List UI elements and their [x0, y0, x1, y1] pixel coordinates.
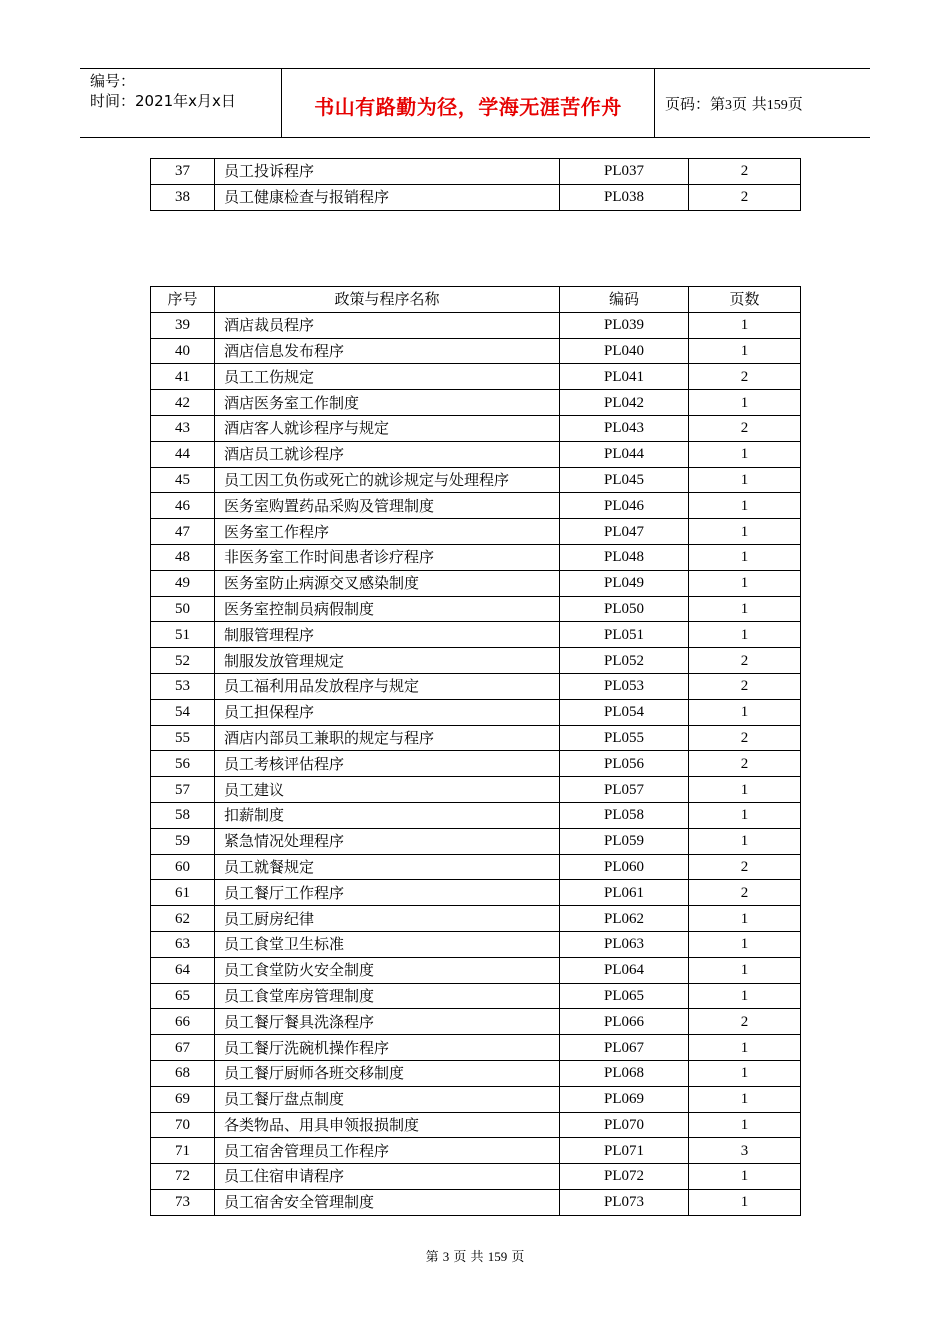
row-number: 45 — [151, 467, 215, 493]
row-number: 43 — [151, 415, 215, 441]
page-prefix: 页码：第 — [665, 95, 726, 113]
header-page-indicator — [665, 93, 803, 114]
row-page-count: 2 — [689, 854, 801, 880]
row-number: 48 — [151, 544, 215, 570]
footer-mid: 页 共 — [453, 1250, 484, 1265]
row-number: 46 — [151, 493, 215, 519]
table-row — [151, 159, 801, 185]
row-policy-name: 员工工伤规定 — [215, 364, 560, 390]
row-code: PL064 — [560, 957, 689, 983]
row-page-count: 1 — [689, 493, 801, 519]
table1-body — [151, 159, 801, 211]
row-page-count: 1 — [689, 338, 801, 364]
row-code: PL058 — [560, 802, 689, 828]
row-code: PL073 — [560, 1189, 689, 1215]
row-number: 54 — [151, 699, 215, 725]
row-number: 64 — [151, 957, 215, 983]
table-row — [151, 725, 801, 751]
row-code: PL060 — [560, 854, 689, 880]
doc-code-label: 编号： — [90, 72, 136, 90]
row-number: 53 — [151, 673, 215, 699]
row-code: PL046 — [560, 493, 689, 519]
table-row — [151, 390, 801, 416]
row-number: 67 — [151, 1035, 215, 1061]
footer-current: 3 — [442, 1249, 450, 1264]
row-policy-name: 制服发放管理规定 — [215, 648, 560, 674]
table-row — [151, 1189, 801, 1215]
row-code: PL057 — [560, 777, 689, 803]
row-page-count: 2 — [689, 184, 801, 210]
table-header-row — [151, 287, 801, 313]
row-code: PL044 — [560, 441, 689, 467]
row-code: PL053 — [560, 673, 689, 699]
header-no: 序号 — [151, 287, 215, 313]
row-policy-name: 员工餐厅盘点制度 — [215, 1086, 560, 1112]
row-number: 72 — [151, 1164, 215, 1190]
table-row — [151, 931, 801, 957]
row-page-count: 2 — [689, 364, 801, 390]
doc-time-label: 时间：2021年x月x日 — [90, 92, 236, 110]
row-policy-name: 员工餐厅洗碗机操作程序 — [215, 1035, 560, 1061]
row-page-count: 1 — [689, 906, 801, 932]
row-number: 51 — [151, 622, 215, 648]
row-page-count: 1 — [689, 1189, 801, 1215]
row-code: PL072 — [560, 1164, 689, 1190]
row-policy-name: 医务室控制员病假制度 — [215, 596, 560, 622]
table-row — [151, 699, 801, 725]
header-meta — [90, 71, 236, 111]
row-number: 63 — [151, 931, 215, 957]
table-row — [151, 777, 801, 803]
row-number: 65 — [151, 983, 215, 1009]
row-page-count: 1 — [689, 1164, 801, 1190]
row-page-count: 1 — [689, 1035, 801, 1061]
row-code: PL070 — [560, 1112, 689, 1138]
table-row — [151, 184, 801, 210]
row-policy-name: 员工食堂卫生标准 — [215, 931, 560, 957]
row-page-count: 2 — [689, 673, 801, 699]
table-row — [151, 802, 801, 828]
row-code: PL050 — [560, 596, 689, 622]
table-row — [151, 1086, 801, 1112]
row-page-count: 1 — [689, 1060, 801, 1086]
row-code: PL045 — [560, 467, 689, 493]
row-policy-name: 员工因工负伤或死亡的就诊规定与处理程序 — [215, 467, 560, 493]
row-number: 57 — [151, 777, 215, 803]
row-policy-name: 医务室工作程序 — [215, 519, 560, 545]
table-row — [151, 596, 801, 622]
row-policy-name: 各类物品、用具申领报损制度 — [215, 1112, 560, 1138]
row-code: PL039 — [560, 312, 689, 338]
row-policy-name: 医务室防止病源交叉感染制度 — [215, 570, 560, 596]
row-code: PL055 — [560, 725, 689, 751]
row-policy-name: 员工食堂库房管理制度 — [215, 983, 560, 1009]
row-code: PL061 — [560, 880, 689, 906]
row-page-count: 2 — [689, 1009, 801, 1035]
header-name: 政策与程序名称 — [215, 287, 560, 313]
row-policy-name: 员工住宿申请程序 — [215, 1164, 560, 1190]
row-code: PL048 — [560, 544, 689, 570]
row-policy-name: 紧急情况处理程序 — [215, 828, 560, 854]
row-page-count: 1 — [689, 441, 801, 467]
header-divider — [654, 69, 655, 137]
table-row — [151, 622, 801, 648]
row-code: PL069 — [560, 1086, 689, 1112]
row-number: 62 — [151, 906, 215, 932]
row-number: 66 — [151, 1009, 215, 1035]
header-pages: 页数 — [689, 287, 801, 313]
row-code: PL062 — [560, 906, 689, 932]
row-page-count: 1 — [689, 570, 801, 596]
row-policy-name: 员工担保程序 — [215, 699, 560, 725]
row-page-count: 3 — [689, 1138, 801, 1164]
table-row — [151, 880, 801, 906]
row-policy-name: 员工建议 — [215, 777, 560, 803]
page-current: 3 — [725, 98, 733, 113]
row-policy-name: 酒店医务室工作制度 — [215, 390, 560, 416]
row-code: PL052 — [560, 648, 689, 674]
row-code: PL042 — [560, 390, 689, 416]
row-code: PL065 — [560, 983, 689, 1009]
row-code: PL047 — [560, 519, 689, 545]
row-policy-name: 医务室购置药品采购及管理制度 — [215, 493, 560, 519]
table-row — [151, 1164, 801, 1190]
row-number: 42 — [151, 390, 215, 416]
row-policy-name: 员工投诉程序 — [215, 159, 560, 185]
row-policy-name: 员工餐厅餐具洗涤程序 — [215, 1009, 560, 1035]
row-number: 59 — [151, 828, 215, 854]
page-suffix: 页 — [787, 95, 803, 113]
row-number: 71 — [151, 1138, 215, 1164]
policy-table — [150, 286, 801, 1216]
row-policy-name: 员工考核评估程序 — [215, 751, 560, 777]
row-page-count: 2 — [689, 159, 801, 185]
row-policy-name: 酒店内部员工兼职的规定与程序 — [215, 725, 560, 751]
row-number: 61 — [151, 880, 215, 906]
row-code: PL041 — [560, 364, 689, 390]
row-code: PL059 — [560, 828, 689, 854]
table-row — [151, 441, 801, 467]
page-mid: 页 共 — [732, 95, 767, 113]
row-number: 56 — [151, 751, 215, 777]
table-row — [151, 467, 801, 493]
row-page-count: 1 — [689, 1112, 801, 1138]
row-page-count: 1 — [689, 777, 801, 803]
table-row — [151, 1009, 801, 1035]
table-row — [151, 364, 801, 390]
row-code: PL043 — [560, 415, 689, 441]
row-policy-name: 员工就餐规定 — [215, 854, 560, 880]
page-footer — [0, 1246, 950, 1265]
row-policy-name: 员工餐厅工作程序 — [215, 880, 560, 906]
row-page-count: 1 — [689, 699, 801, 725]
row-code: PL051 — [560, 622, 689, 648]
table-row — [151, 673, 801, 699]
row-policy-name: 员工福利用品发放程序与规定 — [215, 673, 560, 699]
header-code: 编码 — [560, 287, 689, 313]
row-code: PL049 — [560, 570, 689, 596]
row-code: PL038 — [560, 184, 689, 210]
row-page-count: 1 — [689, 312, 801, 338]
table2-body — [151, 312, 801, 1215]
row-number: 55 — [151, 725, 215, 751]
row-code: PL040 — [560, 338, 689, 364]
policy-table-continued — [150, 158, 801, 211]
row-page-count: 1 — [689, 519, 801, 545]
row-policy-name: 酒店客人就诊程序与规定 — [215, 415, 560, 441]
row-page-count: 1 — [689, 983, 801, 1009]
row-page-count: 2 — [689, 880, 801, 906]
table-row — [151, 828, 801, 854]
table-row — [151, 312, 801, 338]
table-row — [151, 854, 801, 880]
row-number: 44 — [151, 441, 215, 467]
row-number: 40 — [151, 338, 215, 364]
row-number: 60 — [151, 854, 215, 880]
table-row — [151, 751, 801, 777]
row-page-count: 2 — [689, 648, 801, 674]
footer-suffix: 页 — [511, 1250, 525, 1265]
row-policy-name: 酒店员工就诊程序 — [215, 441, 560, 467]
row-page-count: 1 — [689, 828, 801, 854]
row-policy-name: 员工健康检查与报销程序 — [215, 184, 560, 210]
table-row — [151, 493, 801, 519]
table-row — [151, 648, 801, 674]
row-policy-name: 非医务室工作时间患者诊疗程序 — [215, 544, 560, 570]
row-number: 38 — [151, 184, 215, 210]
row-code: PL071 — [560, 1138, 689, 1164]
table-row — [151, 1112, 801, 1138]
row-number: 50 — [151, 596, 215, 622]
row-number: 70 — [151, 1112, 215, 1138]
row-policy-name: 员工餐厅厨师各班交移制度 — [215, 1060, 560, 1086]
row-code: PL037 — [560, 159, 689, 185]
row-policy-name: 制服管理程序 — [215, 622, 560, 648]
table-row — [151, 1138, 801, 1164]
row-policy-name: 员工宿舍安全管理制度 — [215, 1189, 560, 1215]
row-page-count: 1 — [689, 544, 801, 570]
row-page-count: 1 — [689, 802, 801, 828]
row-page-count: 1 — [689, 957, 801, 983]
footer-prefix: 第 — [425, 1250, 439, 1265]
table-row — [151, 1035, 801, 1061]
row-policy-name: 酒店裁员程序 — [215, 312, 560, 338]
row-code: PL056 — [560, 751, 689, 777]
row-code: PL068 — [560, 1060, 689, 1086]
row-page-count: 1 — [689, 1086, 801, 1112]
table-row — [151, 957, 801, 983]
page-total: 159 — [766, 98, 788, 113]
row-number: 69 — [151, 1086, 215, 1112]
row-number: 39 — [151, 312, 215, 338]
table-row — [151, 338, 801, 364]
table-row — [151, 1060, 801, 1086]
row-policy-name: 员工厨房纪律 — [215, 906, 560, 932]
footer-total: 159 — [487, 1249, 508, 1264]
row-page-count: 2 — [689, 725, 801, 751]
row-number: 52 — [151, 648, 215, 674]
row-page-count: 2 — [689, 415, 801, 441]
table-row — [151, 906, 801, 932]
table-row — [151, 415, 801, 441]
row-number: 41 — [151, 364, 215, 390]
row-code: PL066 — [560, 1009, 689, 1035]
row-code: PL067 — [560, 1035, 689, 1061]
row-number: 58 — [151, 802, 215, 828]
row-number: 37 — [151, 159, 215, 185]
row-page-count: 1 — [689, 596, 801, 622]
row-page-count: 1 — [689, 390, 801, 416]
row-number: 47 — [151, 519, 215, 545]
row-page-count: 1 — [689, 622, 801, 648]
row-code: PL063 — [560, 931, 689, 957]
page-header — [80, 68, 870, 138]
row-code: PL054 — [560, 699, 689, 725]
row-policy-name: 员工食堂防火安全制度 — [215, 957, 560, 983]
row-policy-name: 员工宿舍管理员工作程序 — [215, 1138, 560, 1164]
header-motto: 书山有路勤为径，学海无涯苦作舟 — [314, 95, 622, 119]
row-number: 68 — [151, 1060, 215, 1086]
row-policy-name: 扣薪制度 — [215, 802, 560, 828]
table-row — [151, 983, 801, 1009]
table-row — [151, 570, 801, 596]
row-page-count: 1 — [689, 931, 801, 957]
row-number: 73 — [151, 1189, 215, 1215]
table-row — [151, 519, 801, 545]
table-row — [151, 544, 801, 570]
row-number: 49 — [151, 570, 215, 596]
row-page-count: 2 — [689, 751, 801, 777]
row-page-count: 1 — [689, 467, 801, 493]
row-policy-name: 酒店信息发布程序 — [215, 338, 560, 364]
